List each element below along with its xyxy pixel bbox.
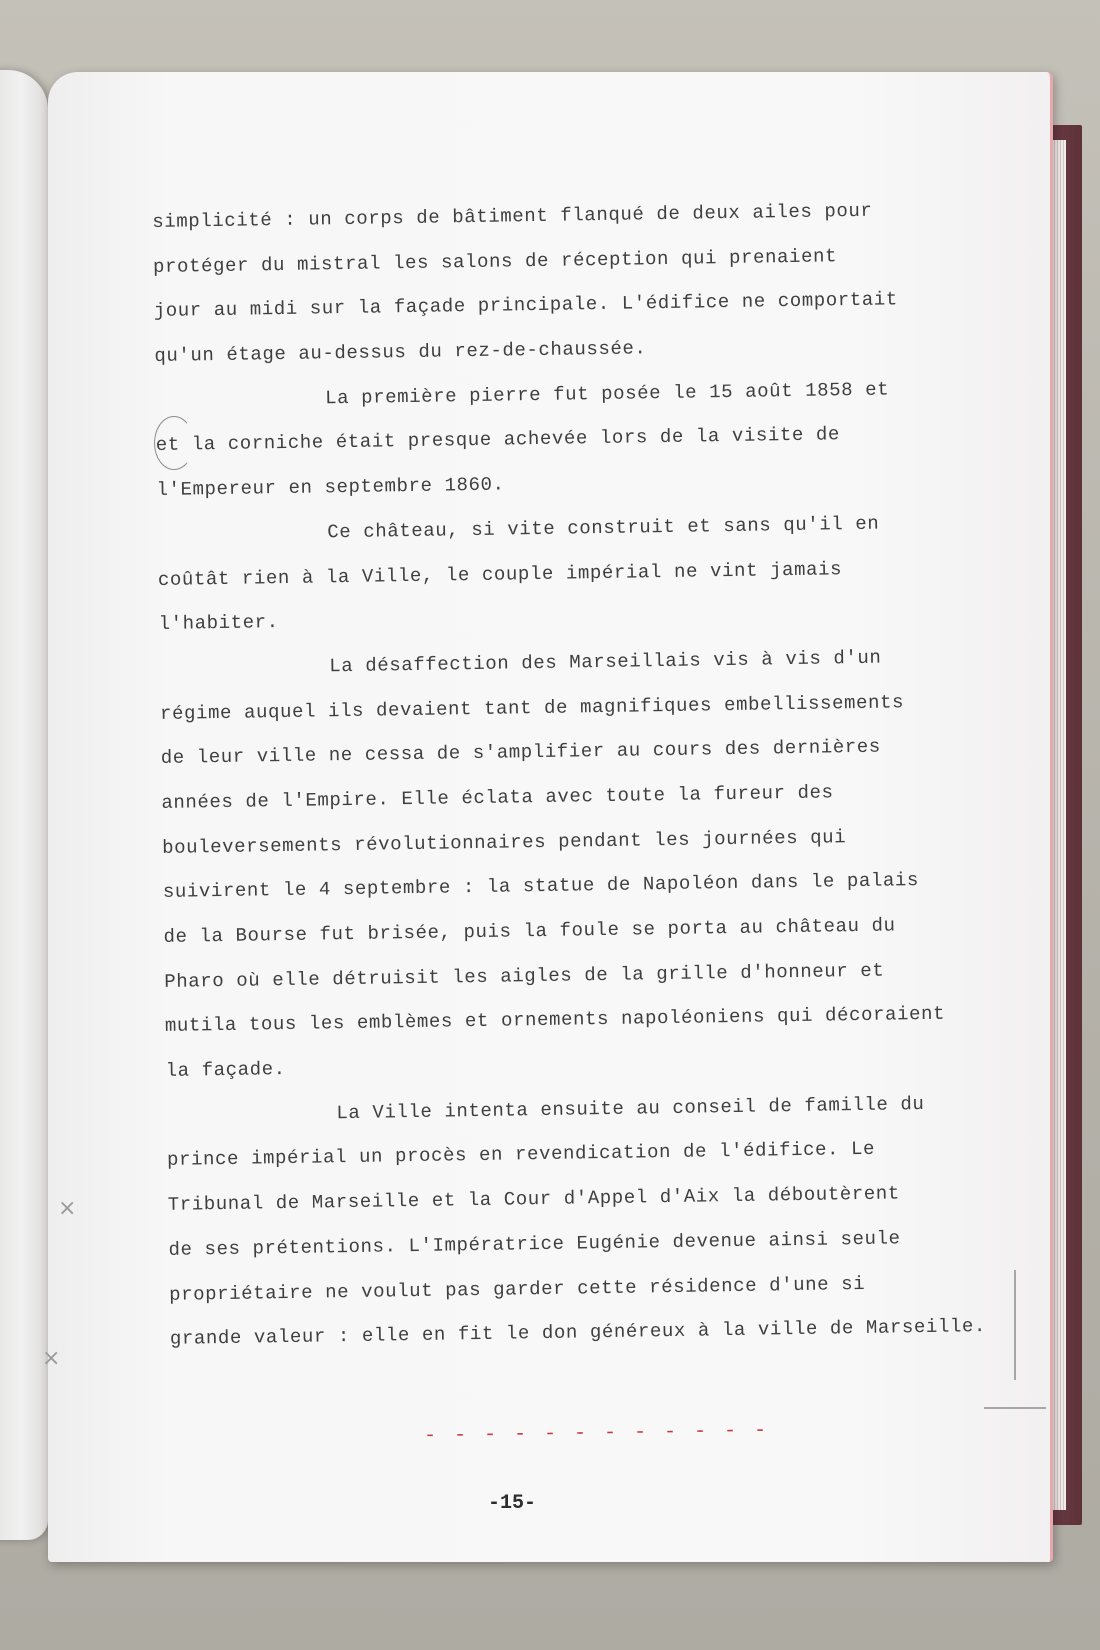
pencil-margin-line [984,1407,1046,1409]
text-line: prince impérial un procès en revendication de l'édifice. Le [166,1138,876,1172]
separator-line: - - - - - - - - - - - - [423,1419,770,1448]
page-number: -15- [488,1492,537,1515]
text-line: l'habiter. [158,611,279,636]
left-page-edge [0,70,48,1540]
text-line: et la corniche était presque achevée lors de la visite de [155,423,841,457]
text-line: Ce château, si vite construit et sans qu'il en [327,512,880,544]
pencil-tick-mark: × [58,1196,77,1221]
pencil-margin-line [1014,1270,1016,1380]
text-line: la façade. [165,1058,286,1082]
text-line: propriétaire ne voulut pas garder cette résidence d'une si [169,1272,866,1306]
text-line: de leur ville ne cessa de s'amplifier au cours des dernières [160,735,881,770]
typed-text [152,187,1025,1362]
text-line: La désaffection des Marseillais vis à vis d'un [329,646,882,678]
pencil-circle-mark [154,416,194,470]
text-line: qu'un étage au-dessus du rez-de-chaussée. [154,337,647,368]
text-line: suivirent le 4 septembre : la statue de Napoléon dans le palais [162,869,920,904]
text-line: protéger du mistral les salons de réception qui prenaient [152,244,838,278]
text-line: bouleversements révolutionnaires pendant les journées qui [161,825,847,859]
text-line: La première pierre fut posée le 15 août 1858 et [324,378,890,410]
text-line: simplicité : un corps de bâtiment flanqué de deux ailes pour [152,199,873,233]
text-line: années de l'Empire. Elle éclata avec toute la fureur des [161,781,834,814]
text-line: l'Empereur en septembre 1860. [156,473,505,502]
text-line: de la Bourse fut brisée, puis la foule se porta au château du [163,914,896,948]
text-line: mutila tous les emblèmes et ornements napoléoniens qui décoraient [164,1003,946,1038]
text-line: Tribunal de Marseille et la Cour d'Appel d'Aix la déboutèrent [167,1182,900,1216]
pencil-tick-mark: × [42,1346,61,1371]
text-line: La Ville intenta ensuite au conseil de famille du [336,1092,925,1124]
text-line: coûtât rien à la Ville, le couple impérial ne vint jamais [157,557,843,591]
text-line: grande valeur : elle en fit le don généreux à la ville de Marseille. [169,1315,987,1351]
text-line: de ses prétentions. L'Impératrice Eugénie devenue ainsi seule [168,1227,901,1261]
text-line: Pharo où elle détruisit les aigles de la grille d'honneur et [164,959,885,993]
text-line: jour au midi sur la façade principale. L'édifice ne comportait [153,288,898,323]
text-line: régime auquel ils devaient tant de magnifiques embellissements [159,690,905,725]
